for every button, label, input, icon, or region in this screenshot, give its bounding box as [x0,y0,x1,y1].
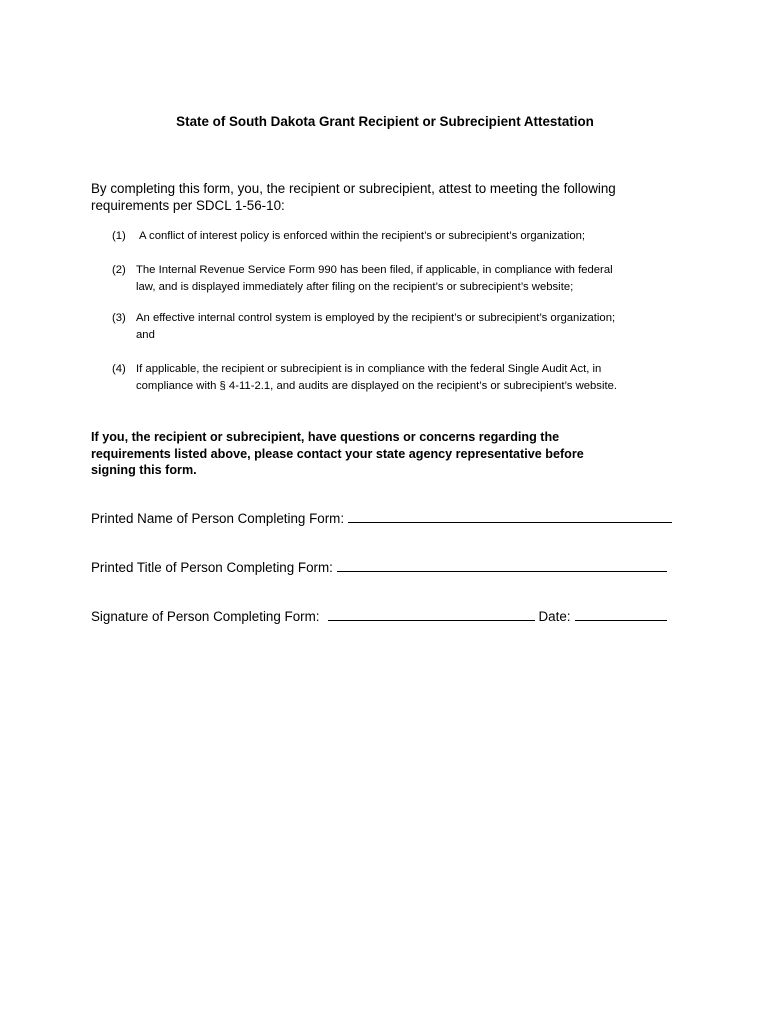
form-title: State of South Dakota Grant Recipient or Subrecipient Attestation [176,114,594,129]
contact-notice [91,429,681,479]
requirement-number: (2) [112,264,126,276]
intro-line: By completing this form, you, the recipient or subrecipient, attest to meeting the following [91,181,616,196]
requirement-line: A conflict of interest policy is enforced within the recipient’s or subrecipient’s organization; [139,230,586,242]
notice-line: If you, the recipient or subrecipient, have questions or concerns regarding the [91,430,560,444]
printed-name-field[interactable] [348,510,672,523]
requirement-line: If applicable, the recipient or subrecipient is in compliance with the federal Single Audit Act, in [136,363,602,375]
requirement-line: law, and is displayed immediately after filing on the recipient’s or subrecipient’s website; [136,281,574,293]
date-field[interactable] [575,608,667,621]
requirement-text [136,361,702,395]
requirement-text [139,228,705,245]
signature-label: Signature of Person Completing Form: [91,609,320,624]
requirement-line: The Internal Revenue Service Form 990 has been filed, if applicable, in compliance with federal [136,264,613,276]
requirement-number: (1) [112,230,126,242]
requirement-number: (3) [112,312,126,324]
requirement-line: and [136,329,155,341]
intro-line: requirements per SDCL 1-56-10: [91,198,285,213]
notice-line: requirements listed above, please contact your state agency representative before [91,446,584,461]
requirement-text [136,262,702,296]
printed-name-label: Printed Name of Person Completing Form: [91,511,345,526]
notice-line: signing this form. [91,463,197,477]
intro-paragraph [91,180,671,214]
date-label: Date: [538,609,571,624]
printed-title-label: Printed Title of Person Completing Form: [91,560,333,575]
requirement-line: An effective internal control system is employed by the recipient’s or subrecipient’s organization; [136,312,616,324]
printed-title-row [91,559,667,577]
signature-field[interactable] [328,608,535,621]
signature-row [91,608,667,626]
requirement-line: compliance with § 4-11-2.1, and audits are displayed on the recipient’s or subrecipient’s website. [136,380,618,392]
printed-title-field[interactable] [337,559,667,572]
printed-name-row [91,510,672,528]
requirement-text [136,310,702,344]
requirement-number: (4) [112,363,126,375]
